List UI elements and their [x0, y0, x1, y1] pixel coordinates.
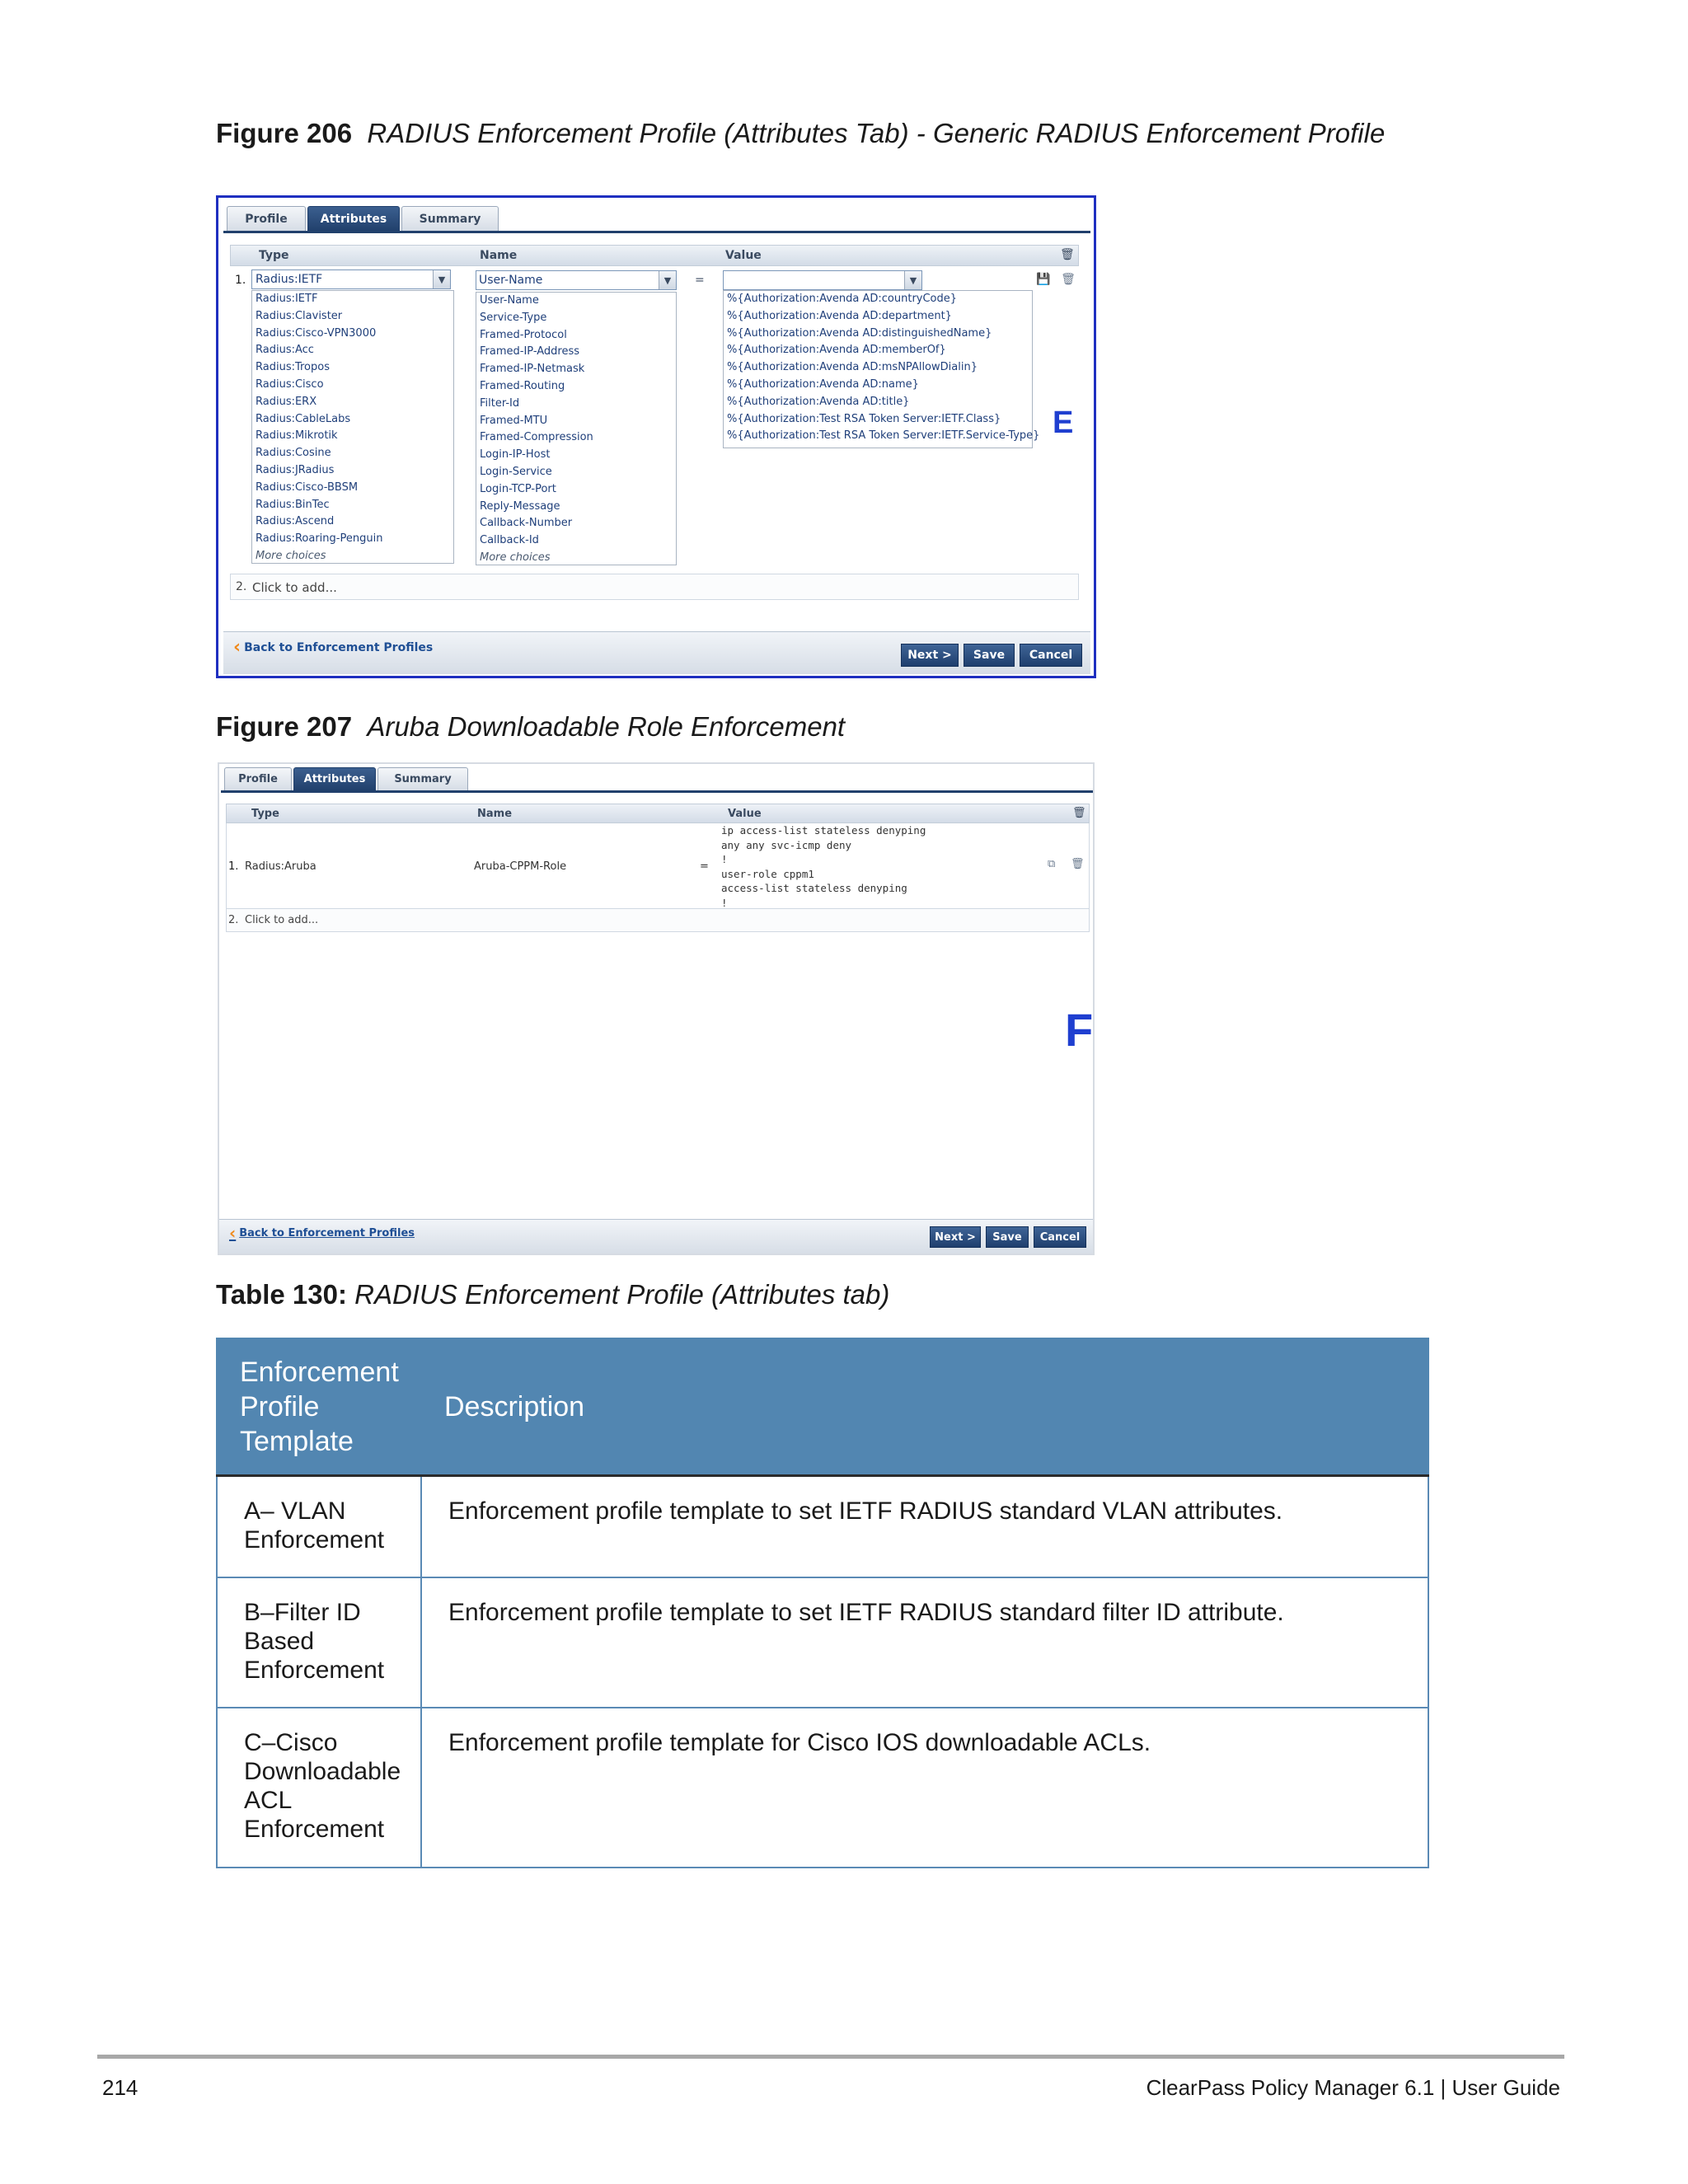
footer-product: ClearPass Policy Manager 6.1 | User Guide: [1146, 2075, 1560, 2100]
table-row: [217, 1577, 1428, 1708]
row-description: Enforcement profile template to set IETF RADIUS standard filter ID attribute.: [421, 1577, 1428, 1708]
row-key: C–: [244, 1729, 276, 1756]
click-to-add-label: Click to add...: [245, 914, 319, 926]
dropdown-option[interactable]: Callback-Id: [480, 534, 539, 547]
dropdown-option[interactable]: Radius:IETF: [256, 293, 318, 305]
value-dropdown[interactable]: [723, 290, 1040, 448]
figure-label: Figure 207: [216, 711, 353, 742]
trash-icon[interactable]: 🗑: [1072, 807, 1086, 819]
dropdown-option[interactable]: %{Authorization:Avenda AD:title}: [727, 395, 910, 408]
row-template: [217, 1475, 421, 1577]
type-select-value: Radius:IETF: [256, 273, 323, 286]
footer-rule: [97, 2055, 1564, 2059]
dropdown-option[interactable]: Radius:Cosine: [256, 447, 331, 460]
callout-letter-f: F: [1065, 1004, 1094, 1056]
attributes-header-row: [226, 804, 1090, 823]
trash-icon[interactable]: 🗑: [1061, 273, 1076, 286]
dropdown-option[interactable]: %{Authorization:Avenda AD:name}: [727, 377, 919, 391]
value-select[interactable]: [723, 270, 922, 290]
tab-attributes[interactable]: Attributes: [293, 767, 376, 790]
back-to-enforcement-profiles-link[interactable]: [229, 1223, 415, 1243]
column-value: Value: [728, 808, 762, 820]
attribute-row: [226, 823, 1090, 909]
row-template: [217, 1577, 421, 1708]
back-to-enforcement-profiles-link[interactable]: [233, 637, 433, 658]
dropdown-option[interactable]: Radius:CableLabs: [256, 412, 351, 425]
page-number: 214: [102, 2075, 138, 2100]
dropdown-option[interactable]: Radius:JRadius: [256, 463, 335, 476]
tab-attributes[interactable]: Attributes: [307, 206, 400, 231]
callout-letter-e: E: [1053, 405, 1074, 440]
dropdown-option[interactable]: %{Authorization:Avenda AD:distinguishedName}: [727, 326, 992, 340]
chevron-down-icon[interactable]: ▼: [904, 271, 921, 289]
footer-bar: [219, 1219, 1093, 1255]
dropdown-option[interactable]: Radius:Clavister: [256, 309, 343, 322]
chevron-left-icon: ‹: [229, 1223, 237, 1243]
dropdown-option[interactable]: Radius:Cisco-BBSM: [256, 480, 359, 494]
dropdown-option[interactable]: %{Authorization:Avenda AD:memberOf}: [727, 344, 946, 357]
back-link-label: Back to Enforcement Profiles: [244, 640, 434, 654]
column-name: Name: [480, 249, 518, 262]
row-name: Cisco Downloadable ACL Enforcement: [244, 1729, 401, 1843]
tab-profile[interactable]: Profile: [224, 767, 292, 790]
equals-sign: =: [695, 274, 705, 287]
row-number: 1.: [228, 860, 239, 873]
row-key: B–: [244, 1599, 274, 1626]
click-to-add-row[interactable]: [230, 574, 1079, 600]
cancel-button[interactable]: Cancel: [1020, 644, 1082, 667]
value-line: user-role cppm1: [721, 867, 814, 880]
column-value: Value: [725, 249, 762, 262]
dropdown-option[interactable]: Service-Type: [480, 311, 547, 324]
tab-underline: [221, 790, 1093, 793]
back-link-label: Back to Enforcement Profiles: [239, 1226, 415, 1240]
next-button[interactable]: Next >: [901, 644, 959, 667]
row-name: Filter ID Based Enforcement: [244, 1599, 385, 1684]
attributes-header-row: [230, 245, 1079, 266]
dropdown-option[interactable]: Radius:Cisco: [256, 377, 324, 391]
click-to-add-label: Click to add...: [252, 580, 337, 595]
chevron-down-icon[interactable]: ▼: [433, 270, 450, 288]
row-template: [217, 1708, 421, 1868]
column-type: Type: [251, 808, 279, 820]
column-type: Type: [259, 249, 289, 262]
save-button[interactable]: Save: [964, 644, 1015, 667]
dropdown-option[interactable]: Framed-Routing: [480, 379, 565, 392]
dropdown-option[interactable]: Framed-Protocol: [480, 328, 567, 341]
table-label: Table 130:: [216, 1279, 347, 1310]
value-line: !: [721, 853, 728, 866]
cancel-button[interactable]: Cancel: [1034, 1226, 1086, 1248]
figure-label: Figure 206: [216, 118, 353, 148]
more-choices-link[interactable]: More choices: [256, 549, 326, 562]
dropdown-option[interactable]: Radius:ERX: [256, 395, 317, 408]
name-select[interactable]: [476, 270, 677, 290]
figure-206-caption: [216, 118, 1385, 149]
dropdown-option[interactable]: Radius:Roaring-Penguin: [256, 532, 383, 546]
table-row: [217, 1708, 1428, 1868]
dropdown-option[interactable]: %{Authorization:Test RSA Token Server:IETF.Service-Type}: [727, 429, 1040, 443]
dropdown-option[interactable]: User-Name: [480, 294, 539, 307]
tab-summary[interactable]: Summary: [377, 767, 468, 790]
row-description: Enforcement profile template to set IETF RADIUS standard VLAN attributes.: [421, 1475, 1428, 1577]
figure-title: Aruba Downloadable Role Enforcement: [367, 711, 846, 742]
figure-title: RADIUS Enforcement Profile (Attributes Tab) - Generic RADIUS Enforcement Profile: [367, 118, 1386, 148]
chevron-down-icon[interactable]: ▼: [659, 271, 676, 289]
dropdown-option[interactable]: Radius:Ascend: [256, 515, 335, 528]
footer-bar: [223, 631, 1090, 674]
tab-underline: [223, 231, 1090, 233]
figure-206-screenshot: [216, 195, 1096, 678]
dropdown-option[interactable]: Framed-IP-Netmask: [480, 363, 585, 376]
copy-icon[interactable]: ⧉: [1048, 858, 1056, 870]
row-number: 2.: [236, 580, 247, 593]
name-select-value: User-Name: [479, 274, 543, 287]
dropdown-option[interactable]: Callback-Number: [480, 517, 573, 530]
type-dropdown[interactable]: [251, 290, 454, 564]
table-row: [217, 1475, 1428, 1577]
more-choices-link[interactable]: More choices: [480, 551, 551, 564]
row-number: 2.: [228, 914, 239, 926]
dropdown-option[interactable]: Login-Service: [480, 465, 552, 478]
dropdown-option[interactable]: %{Authorization:Avenda AD:countryCode}: [727, 293, 958, 305]
value-line: access-list stateless denyping: [721, 882, 907, 895]
figure-207-screenshot: [218, 762, 1095, 1255]
name-dropdown[interactable]: [476, 292, 677, 565]
row-description: Enforcement profile template for Cisco IOS downloadable ACLs.: [421, 1708, 1428, 1868]
figure-207-caption: [216, 711, 845, 743]
row-name-value: Aruba-CPPM-Role: [474, 860, 567, 873]
table-title: RADIUS Enforcement Profile (Attributes tab): [354, 1279, 890, 1310]
trash-icon[interactable]: 🗑: [1071, 858, 1085, 870]
dropdown-option[interactable]: Radius:Acc: [256, 344, 314, 357]
dropdown-option[interactable]: Radius:Mikrotik: [256, 429, 338, 443]
row-type-value: Radius:Aruba: [245, 860, 316, 873]
dropdown-option[interactable]: Filter-Id: [480, 396, 520, 410]
dropdown-option[interactable]: Framed-Compression: [480, 431, 593, 444]
click-to-add-row[interactable]: [226, 909, 1090, 932]
chevron-left-icon: ‹: [233, 637, 241, 658]
dropdown-option[interactable]: Login-TCP-Port: [480, 482, 556, 495]
dropdown-option[interactable]: Radius:Tropos: [256, 361, 330, 374]
header-template: Enforcement Profile Template: [217, 1338, 421, 1475]
dropdown-option[interactable]: Login-IP-Host: [480, 448, 551, 462]
row-value-text: [721, 823, 926, 911]
save-row-icon[interactable]: 💾: [1036, 273, 1051, 286]
dropdown-option[interactable]: Radius:Cisco-VPN3000: [256, 326, 377, 340]
save-button[interactable]: Save: [986, 1226, 1029, 1248]
column-name: Name: [477, 808, 513, 820]
dropdown-option[interactable]: %{Authorization:Avenda AD:department}: [727, 309, 952, 322]
row-key: A–: [244, 1497, 274, 1525]
dropdown-option[interactable]: Reply-Message: [480, 499, 560, 513]
type-select[interactable]: [251, 269, 451, 289]
dropdown-option[interactable]: %{Authorization:Avenda AD:msNPAllowDialin}: [727, 361, 978, 374]
value-line: !: [721, 896, 728, 909]
trash-icon[interactable]: 🗑: [1060, 248, 1075, 261]
equals-sign: =: [700, 860, 709, 873]
table-130: [216, 1338, 1429, 1868]
table-130-caption: [216, 1279, 889, 1310]
dropdown-option[interactable]: Framed-MTU: [480, 414, 548, 427]
next-button[interactable]: Next >: [930, 1226, 981, 1248]
tab-summary[interactable]: Summary: [401, 206, 499, 231]
table-header-row: [217, 1338, 1428, 1475]
value-line: ip access-list stateless denyping: [721, 824, 926, 837]
dropdown-option[interactable]: %{Authorization:Test RSA Token Server:IETF.Class}: [727, 412, 1001, 425]
dropdown-option[interactable]: Framed-IP-Address: [480, 345, 580, 359]
tab-profile[interactable]: Profile: [227, 206, 306, 231]
value-line: any any svc-icmp deny: [721, 838, 852, 851]
dropdown-option[interactable]: Radius:BinTec: [256, 498, 330, 511]
header-description: Description: [421, 1338, 1428, 1475]
row-name: VLAN Enforcement: [244, 1497, 385, 1554]
row-number: 1.: [235, 274, 246, 287]
